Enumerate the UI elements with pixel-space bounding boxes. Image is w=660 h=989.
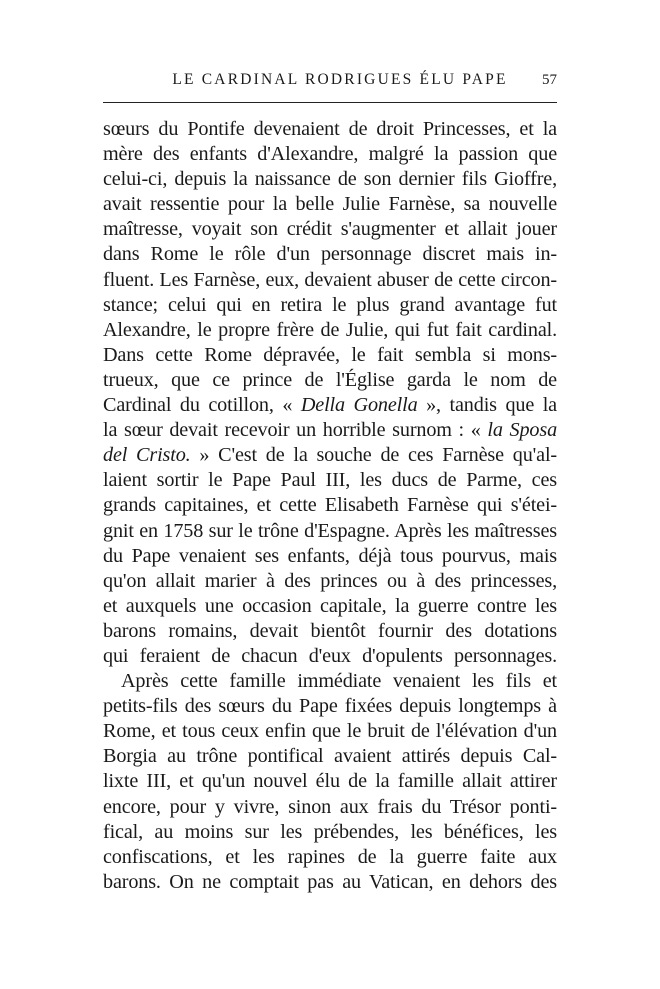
text-line — [103, 393, 557, 418]
text-line: mère des enfants d'Alexandre, malgré la passion que — [103, 143, 557, 166]
text-line: grands capitaines, et cette Elisabeth Farnèse qui s'étei- — [103, 494, 557, 517]
text-line: fluent. Les Farnèse, eux, devaient abuser de cette circon- — [103, 268, 557, 291]
page-number: 57 — [542, 72, 557, 88]
text-line: Borgia au trône pontifical avaient attirés depuis Cal- — [103, 745, 557, 768]
text-line: confiscations, et les rapines de la guerre faite aux — [103, 845, 557, 868]
text-line: dans Rome le rôle d'un personnage discret mais in- — [103, 243, 557, 266]
text-line — [103, 418, 557, 443]
header-rule — [103, 102, 557, 103]
text-line: lixte III, et qu'un nouvel élu de la famille allait attirer — [103, 770, 557, 793]
text-line: laient sortir le Pape Paul III, les ducs de Parme, ces — [103, 469, 557, 492]
italic-phrase: la Sposa — [487, 419, 558, 442]
text-line: encore, pour y vivre, sinon aux frais du Trésor ponti- — [103, 795, 557, 818]
text-line: et auxquels une occasion capitale, la guerre contre les — [103, 594, 557, 617]
text-line: Alexandre, le propre frère de Julie, qui fut fait cardinal. — [103, 318, 557, 341]
text-line: qui feraient de chacun d'eux d'opulents personnages. — [103, 644, 557, 667]
text-line: qu'on allait marier à des princes ou à des princesses, — [103, 569, 557, 592]
running-head — [103, 68, 557, 92]
text-segment: » C'est de la souche de ces Farnèse qu'al- — [190, 444, 557, 467]
text-line: barons romains, devait bientôt fournir des dotations — [103, 619, 557, 642]
text-line: sœurs du Pontife devenaient de droit Princesses, et la — [103, 118, 557, 140]
italic-phrase: del Cristo. — [103, 444, 191, 467]
running-title: LE CARDINAL RODRIGUES ÉLU PAPE — [172, 71, 508, 88]
text-line: fical, au moins sur les prébendes, les bénéfices, les — [103, 820, 557, 843]
text-segment: », tandis que la — [417, 394, 557, 417]
text-line-paragraph-start: Après cette famille immédiate venaient les fils et — [121, 670, 557, 693]
text-line: celui-ci, depuis la naissance de son dernier fils Gioffre, — [103, 168, 557, 191]
body-text — [103, 117, 557, 895]
text-line: barons. On ne comptait pas au Vatican, en dehors des — [103, 870, 557, 893]
text-line: avait ressentie pour la belle Julie Farnèse, sa nouvelle — [103, 193, 557, 216]
text-line: Dans cette Rome dépravée, le fait sembla si mons- — [103, 343, 557, 366]
text-line: gnit en 1758 sur le trône d'Espagne. Après les maîtresses — [103, 519, 557, 542]
text-line: stance; celui qui en retira le plus grand avantage fut — [103, 293, 557, 316]
text-line — [103, 443, 557, 468]
text-line: petits-fils des sœurs du Pape fixées depuis longtemps à — [103, 695, 557, 718]
text-segment: la sœur devait recevoir un horrible surnom : « — [103, 419, 488, 442]
text-line: trueux, que ce prince de l'Église garda le nom de — [103, 368, 557, 391]
italic-phrase: Della Gonella — [300, 394, 418, 417]
text-segment: Cardinal du cotillon, « — [103, 394, 301, 417]
text-line: maîtresse, voyait son crédit s'augmenter et allait jouer — [103, 218, 557, 241]
text-line: du Pape venaient ses enfants, déjà tous pourvus, mais — [103, 544, 557, 567]
text-line: Rome, et tous ceux enfin que le bruit de l'élévation d'un — [103, 720, 557, 743]
